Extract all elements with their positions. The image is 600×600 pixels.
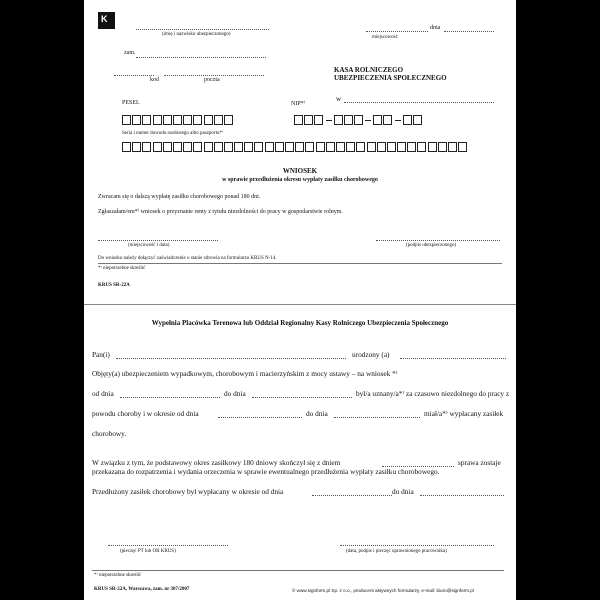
office-line1-b: urodzony (a) <box>352 350 390 359</box>
section-divider <box>84 304 516 305</box>
date-suffix: dnia <box>430 25 441 31</box>
office-title: Wypełnia Placówka Terenowa lub Oddział Regionalny Kasy Rolniczego Ubezpieczenia Społecznego <box>151 319 449 327</box>
office-line4-a: powodu choroby i w okresie od dnia <box>92 409 199 418</box>
office-para1-c: przekazana do rozpatrzenia i wydania orzeczenia w sprawie ewentualnego przedłużenia wypłaty zasiłku chorobowego. <box>92 467 440 476</box>
id-doc-label: Seria i numer dowodu osobistego albo paszportu*⁾ <box>122 131 224 136</box>
office-para1-a: W związku z tym, że podstawowy okres zasiłkowy 180 dniowy skończył się z dniem <box>92 458 341 467</box>
postcode-field[interactable] <box>114 75 154 76</box>
person-name-field[interactable] <box>116 358 346 359</box>
incapacity-to-field[interactable] <box>252 397 352 398</box>
office-line4-c: miał/a*⁾ wypłacany zasiłek <box>424 409 504 418</box>
form-code: KRUS SR-22A <box>98 283 130 288</box>
benefit-to-field[interactable] <box>334 417 420 418</box>
post-label: poczta <box>204 77 220 83</box>
stamp-field[interactable] <box>108 545 228 546</box>
name-field[interactable] <box>136 29 269 30</box>
address-field[interactable] <box>136 57 266 58</box>
footer-right: © www.signform.pl Sp. z o.o., producent aktywnych formularzy, e-mail: biuro@signform.pl <box>292 588 474 593</box>
extended-to-field[interactable] <box>420 495 504 496</box>
office-line1-a: Pan(i) <box>92 350 110 359</box>
footnote-top: *⁾ niepotrzebne skreślić <box>98 266 146 271</box>
place-date-field[interactable] <box>98 240 218 241</box>
institution-line2: UBEZPIECZENIA SPOŁECZNEGO <box>334 74 447 82</box>
extended-from-field[interactable] <box>312 495 392 496</box>
stamp-label: (pieczęć PT lub OR KRUS) <box>120 549 176 554</box>
office-line5: chorobowy. <box>92 429 127 438</box>
krus-logo-icon: K <box>98 12 115 29</box>
place-field[interactable] <box>366 31 428 32</box>
officer-signature-label: (data, podpis i pieczęć uprawnionego pracownika) <box>346 549 447 554</box>
pesel-boxes[interactable] <box>122 115 234 125</box>
incapacity-from-field[interactable] <box>120 397 220 398</box>
place-date-label: (miejscowość i data) <box>128 243 170 248</box>
pension-text: Zgłaszałam/em*⁾ wniosek o przyznanie renty z tytułu niezdolności do pracy w gospodarstwie rolnym. <box>98 209 343 215</box>
institution-field[interactable] <box>344 102 494 103</box>
footnote-bottom: *⁾ niepotrzebne skreślić <box>94 573 142 578</box>
applicant-signature-field[interactable] <box>376 240 500 241</box>
footer-left: KRUS SR-22A, Warszawa, zam. nr 307/2007 <box>94 587 190 592</box>
date-field[interactable] <box>444 31 494 32</box>
post-field[interactable] <box>164 75 264 76</box>
institution-prefix: w <box>336 95 342 103</box>
office-line3-a: od dnia <box>92 389 114 398</box>
attachment-text: Do wniosku należy dołączyć zaświadczenie o stanie zdrowia na formularzu KRUS N-14. <box>98 256 277 261</box>
office-para1-b: sprawa zostaje <box>458 458 501 467</box>
application-title: WNIOSEK <box>282 167 318 175</box>
address-prefix: zam. <box>124 50 136 56</box>
office-extended-a: Przedłużony zasiłek chorobowy był wypłacany w okresie od dnia <box>92 487 284 496</box>
request-text: Zwracam się o dalszą wypłatę zasiłku chorobowego ponad 180 dni. <box>98 194 261 200</box>
nip-boxes[interactable] <box>294 115 423 125</box>
id-doc-boxes[interactable] <box>122 142 468 152</box>
institution-line1: KASA ROLNICZEGO <box>334 66 404 74</box>
pesel-label: PESEL <box>122 100 140 106</box>
birth-field[interactable] <box>400 358 506 359</box>
office-line3-b: do dnia <box>224 389 246 398</box>
name-label: (imię i nazwisko ubezpieczonego) <box>162 32 231 37</box>
office-line4-b: do dnia <box>306 409 328 418</box>
applicant-signature-label: (podpis ubezpieczonego) <box>406 243 457 248</box>
officer-signature-field[interactable] <box>340 545 494 546</box>
office-line2: Objęty(a) ubezpieczeniem wypadkowym, chorobowym i macierzyńskim z mocy ustawy – na wniosek *⁾ <box>92 369 398 378</box>
office-line3-c: był/a uznany/a*⁾ za czasowo niezdolnego do pracy z <box>356 389 510 398</box>
application-subtitle: w sprawie przedłużenia okresu wypłaty zasiłku chorobowego <box>222 177 378 183</box>
benefit-from-field[interactable] <box>218 417 302 418</box>
form-page <box>84 0 516 600</box>
nip-label: NIP*⁾ <box>291 101 306 107</box>
office-extended-b: do dnia <box>392 487 414 496</box>
place-label: miejscowość <box>372 35 398 40</box>
postcode-label: kod <box>150 77 159 83</box>
